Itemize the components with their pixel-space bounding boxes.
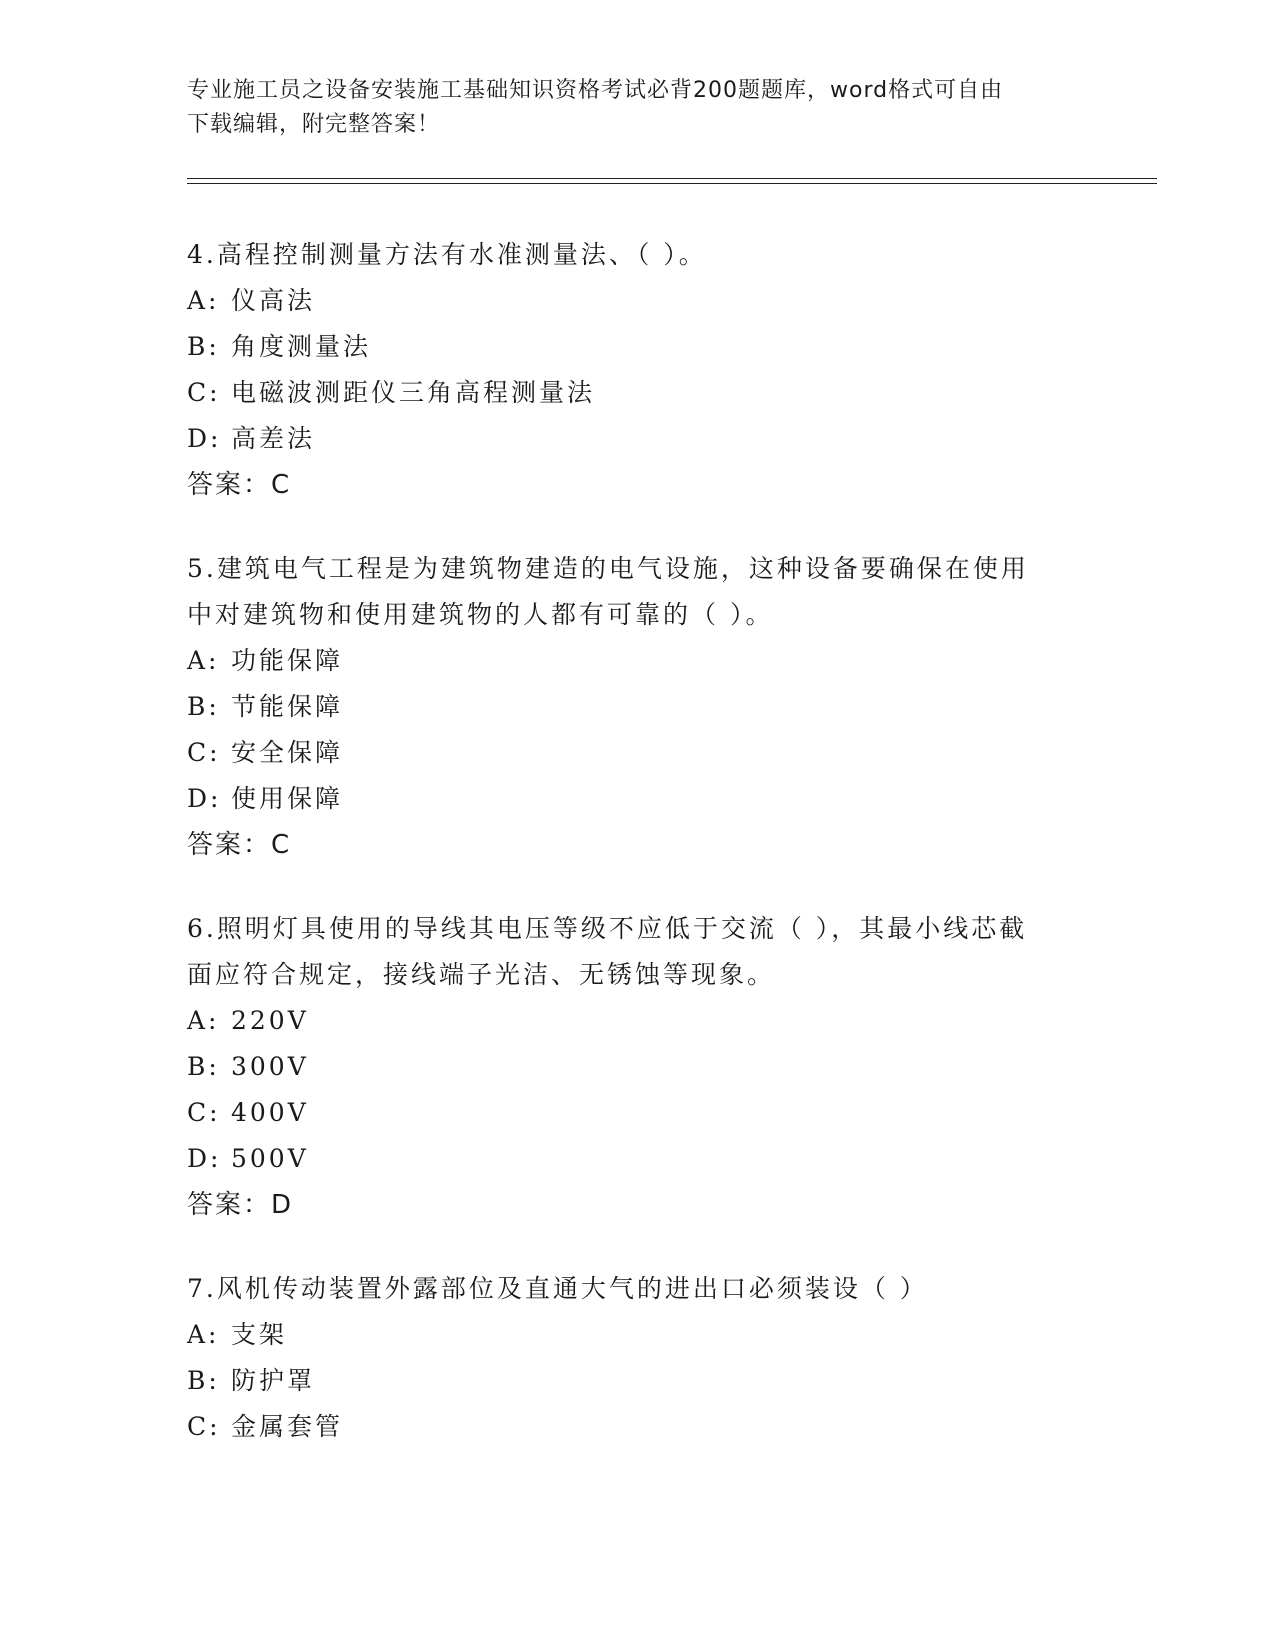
- option-c: [187, 370, 1087, 416]
- option-text: 功能保障: [231, 646, 344, 675]
- option-c: [187, 1090, 1087, 1136]
- answer-line: 答案：C: [187, 830, 292, 860]
- option-text: 高差法: [231, 424, 316, 453]
- question-stem: 4.高程控制测量方法有水准测量法、（ ）。: [187, 240, 707, 269]
- option-key: B:: [187, 692, 220, 721]
- option-a: [187, 1312, 1087, 1358]
- question-6: [187, 906, 1087, 1228]
- option-text: 安全保障: [231, 738, 344, 767]
- option-key: A:: [187, 646, 220, 675]
- option-text: 400V: [231, 1098, 309, 1127]
- question-list: [187, 232, 1087, 1488]
- header-line-2: 下载编辑，附完整答案！: [187, 112, 441, 137]
- option-key: D:: [187, 1144, 222, 1173]
- option-text: 节能保障: [231, 692, 344, 721]
- question-stem-line-1: 5.建筑电气工程是为建筑物建造的电气设施，这种设备要确保在使用: [187, 554, 1029, 583]
- option-c: [187, 1404, 1087, 1450]
- document-header: [187, 74, 1087, 142]
- option-text: 500V: [231, 1144, 309, 1173]
- option-d: [187, 776, 1087, 822]
- option-d: [187, 416, 1087, 462]
- option-d: [187, 1136, 1087, 1182]
- option-a: [187, 638, 1087, 684]
- option-a: [187, 278, 1087, 324]
- option-key: B:: [187, 1366, 220, 1395]
- answer-line: 答案：C: [187, 470, 292, 500]
- option-text: 金属套管: [231, 1412, 344, 1441]
- answer-line: 答案：D: [187, 1190, 294, 1220]
- option-text: 仪高法: [231, 286, 316, 315]
- option-key: D:: [187, 424, 222, 453]
- option-text: 使用保障: [231, 784, 344, 813]
- option-key: C:: [187, 1098, 221, 1127]
- option-text: 支架: [231, 1320, 288, 1349]
- option-text: 220V: [231, 1006, 309, 1035]
- question-4: [187, 232, 1087, 508]
- question-stem-line-2: 面应符合规定，接线端子光洁、无锈蚀等现象。: [187, 960, 776, 989]
- option-text: 电磁波测距仪三角高程测量法: [231, 378, 596, 407]
- option-b: [187, 1358, 1087, 1404]
- question-stem: 7.风机传动装置外露部位及直通大气的进出口必须装设（ ）: [187, 1274, 928, 1303]
- header-divider-top: [187, 178, 1157, 179]
- option-a: [187, 998, 1087, 1044]
- option-text: 防护罩: [231, 1366, 316, 1395]
- option-key: A:: [187, 286, 220, 315]
- option-b: [187, 684, 1087, 730]
- option-b: [187, 1044, 1087, 1090]
- header-line-1: 专业施工员之设备安装施工基础知识资格考试必背200题题库，word格式可自由: [187, 78, 1004, 103]
- option-c: [187, 730, 1087, 776]
- option-text: 300V: [231, 1052, 309, 1081]
- question-7: [187, 1266, 1087, 1450]
- header-divider-bottom: [187, 183, 1157, 184]
- option-key: A:: [187, 1320, 220, 1349]
- option-key: C:: [187, 738, 221, 767]
- option-text: 角度测量法: [231, 332, 372, 361]
- option-key: A:: [187, 1006, 220, 1035]
- question-stem-line-1: 6.照明灯具使用的导线其电压等级不应低于交流（ ），其最小线芯截: [187, 914, 1028, 943]
- option-key: B:: [187, 332, 220, 361]
- option-key: D:: [187, 784, 222, 813]
- option-key: C:: [187, 378, 221, 407]
- question-stem-line-2: 中对建筑物和使用建筑物的人都有可靠的（ ）。: [187, 600, 774, 629]
- option-key: C:: [187, 1412, 221, 1441]
- option-key: B:: [187, 1052, 220, 1081]
- option-b: [187, 324, 1087, 370]
- question-5: [187, 546, 1087, 868]
